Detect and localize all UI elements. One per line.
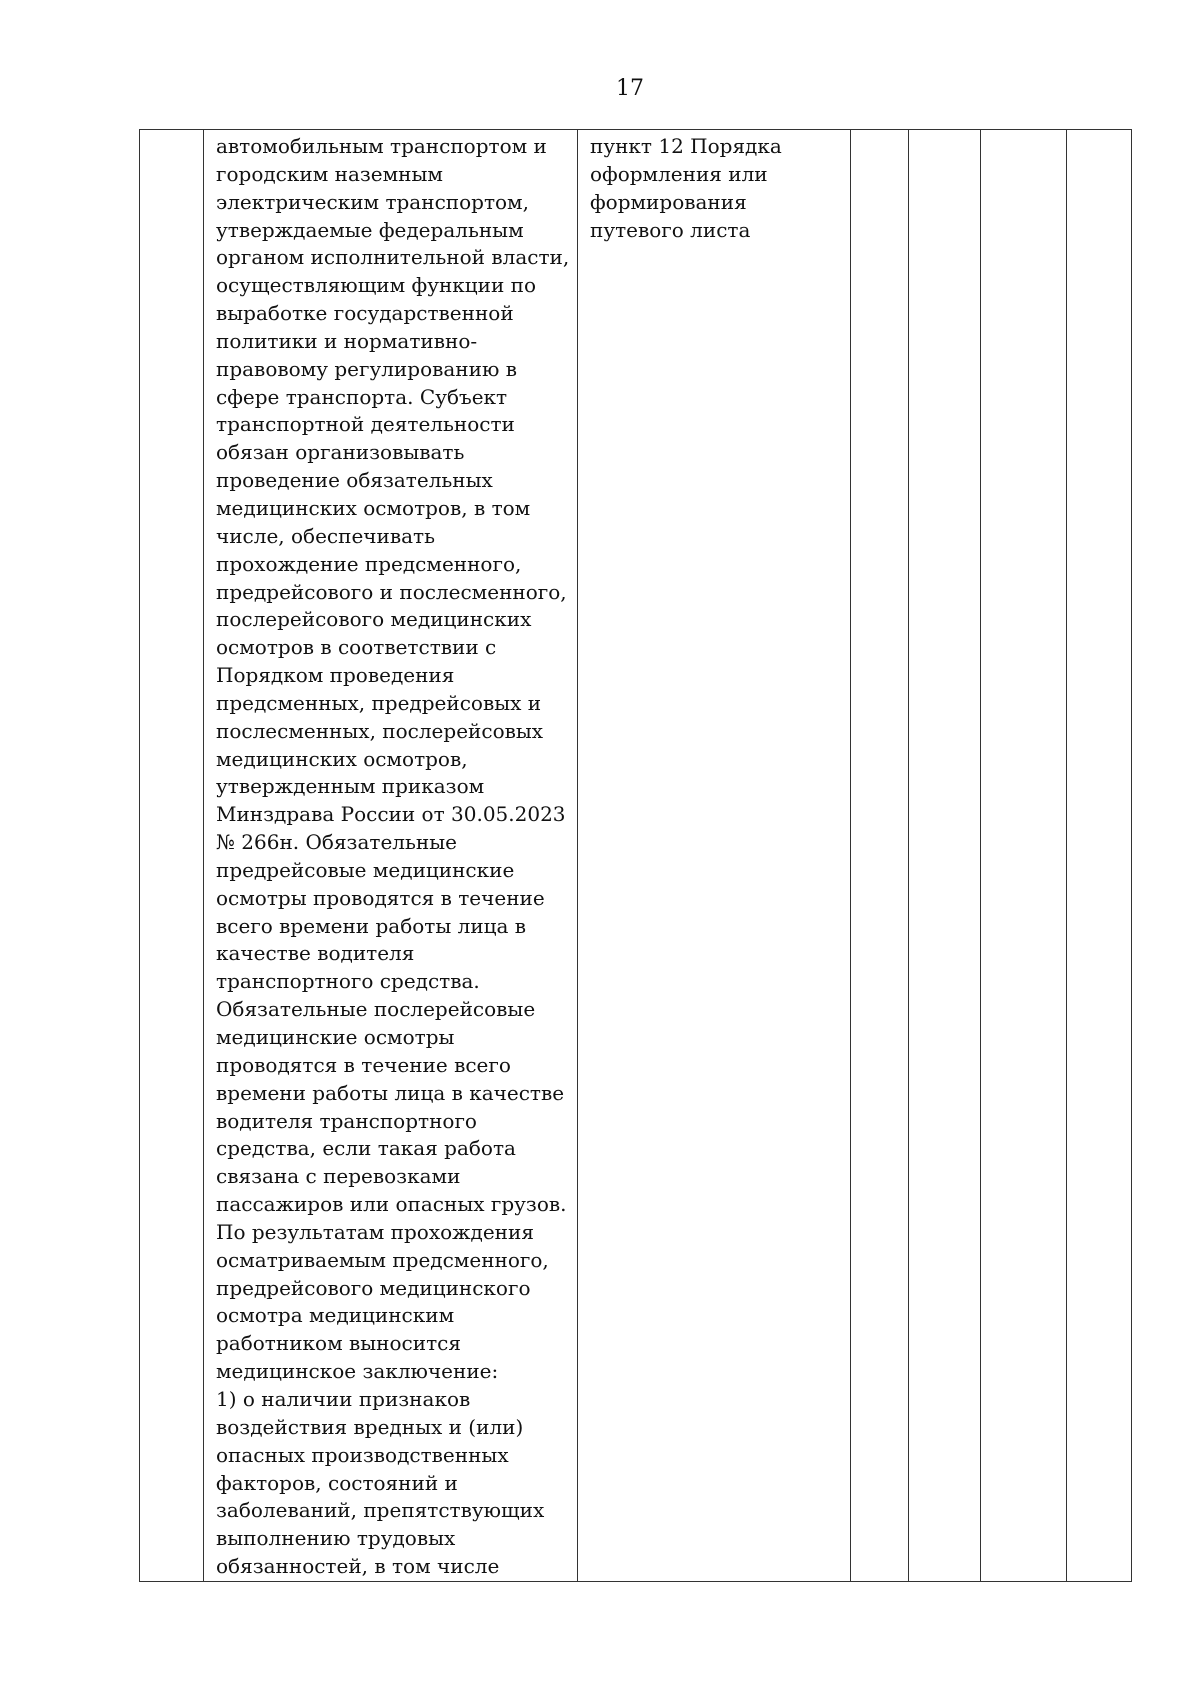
requirements-table (139, 129, 1132, 1582)
empty-cell-4 (851, 130, 909, 1582)
empty-cell-7 (1067, 130, 1132, 1582)
reference-text: пункт 12 Порядка оформления или формирования путевого листа (590, 134, 782, 242)
empty-cell-5 (909, 130, 981, 1582)
empty-cell-6 (981, 130, 1067, 1582)
table-row (140, 130, 1132, 1582)
page-number: 17 (616, 76, 644, 101)
requirement-text: автомобильным транспортом и городским наземным электрическим транспортом, утверждаемые федеральным органом исполнительной власти, осуществляющим функции по выработке государственной политики и нормативно- правовому регулированию в сфере транспорта. Субъект транспортной деятельности обязан организовывать проведение обязательных медицинских осмотров, в том числе, обеспечивать прохождение предсменного, предрейсового и послесменного, послерейсового медицинских осмотров в соответствии с Порядком проведения предсменных, предрейсовых и послесменных, послерейсовых медицинских осмотров, утвержденным приказом Минздрава России от 30.05.2023 № 266н. Обязательные предрейсовые медицинские осмотры проводятся в течение всего времени работы лица в качестве водителя транспортного средства. Обязательные послерейсовые медицинские осмотры проводятся в течение всего времени работы лица в качестве водителя транспортного средства, если такая работа связана с перевозками пассажиров или опасных грузов. По результатам прохождения осматриваемым предсменного, предрейсового медицинского осмотра медицинским работником выносится медицинское заключение: 1) о наличии признаков воздействия вредных и (или) опасных производственных факторов, состояний и заболеваний, препятствующих выполнению трудовых обязанностей, в том числе (216, 134, 570, 1579)
requirement-cell (204, 130, 578, 1582)
reference-cell (578, 130, 851, 1582)
number-cell (140, 130, 204, 1582)
